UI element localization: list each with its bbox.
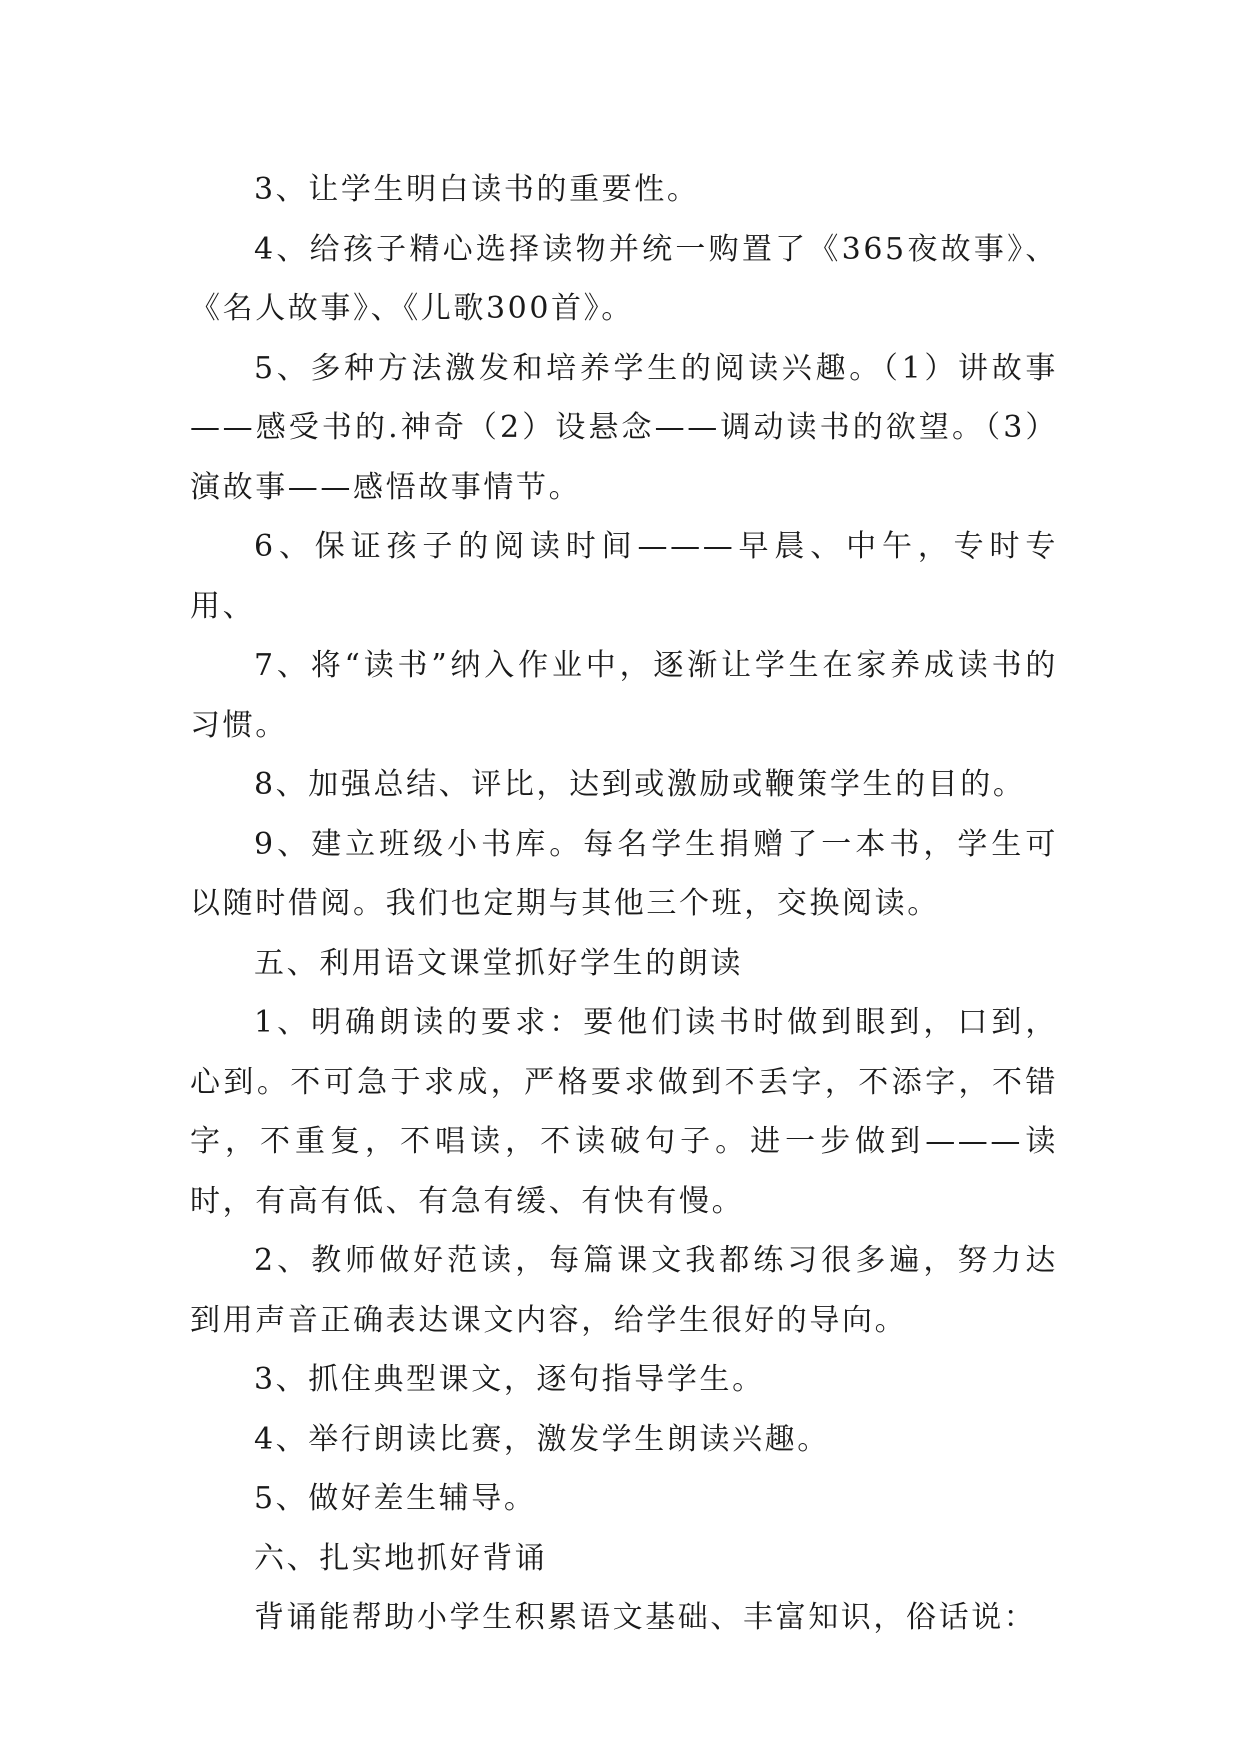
paragraph: 6、保证孩子的阅读时间———早晨、中午，专时专用、 [190, 529, 1058, 624]
paragraph: 9、建立班级小书库。每名学生捐赠了一本书，学生可以随时借阅。我们也定期与其他三个班，交换阅读。 [190, 826, 1058, 921]
paragraph: 1、明确朗读的要求：要他们读书时做到眼到，口到，心到。不可急于求成，严格要求做到不丢字，不添字，不错字，不重复，不唱读，不读破句子。进一步做到———读时，有高有低、有急有缓、有快有慢。 [190, 1005, 1058, 1219]
paragraph: 4、举行朗读比赛，激发学生朗读兴趣。 [254, 1421, 830, 1457]
paragraph: 2、教师做好范读，每篇课文我都练习很多遍，努力达到用声音正确表达课文内容，给学生很好的导向。 [190, 1243, 1058, 1338]
paragraph: 7、将“读书”纳入作业中，逐渐让学生在家养成读书的习惯。 [190, 648, 1058, 743]
paragraph: 5、做好差生辅导。 [254, 1481, 537, 1516]
document-body [190, 160, 1058, 1648]
section-heading: 六、扎实地抓好背诵 [254, 1540, 548, 1576]
paragraph: 5、多种方法激发和培养学生的阅读兴趣。（1）讲故事——感受书的.神奇（2）设悬念——调动读书的欲望。（3）演故事——感悟故事情节。 [190, 350, 1058, 505]
section-heading: 五、利用语文课堂抓好学生的朗读 [254, 945, 743, 981]
paragraph: 3、让学生明白读书的重要性。 [254, 172, 700, 207]
paragraph: 8、加强总结、评比，达到或激励或鞭策学生的目的。 [254, 767, 1026, 802]
paragraph: 背诵能帮助小学生积累语文基础、丰富知识，俗话说： [254, 1600, 1037, 1635]
paragraph: 4、给孩子精心选择读物并统一购置了《365夜故事》、《名人故事》、《儿歌300首》。 [190, 231, 1058, 326]
paragraph: 3、抓住典型课文，逐句指导学生。 [254, 1362, 765, 1397]
